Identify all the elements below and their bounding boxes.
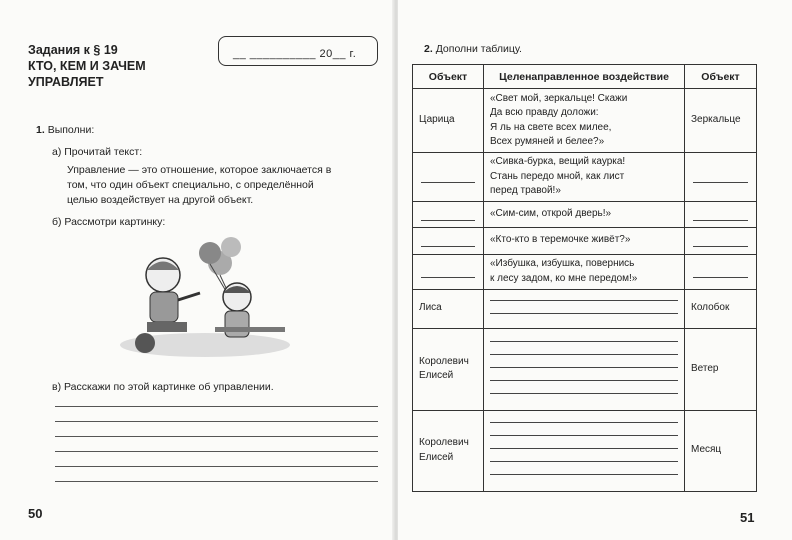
subtask-c: в) Расскажи по этой картинке об управлении. xyxy=(52,381,274,393)
cell-object-blank[interactable] xyxy=(685,227,757,254)
cell-subject-blank[interactable] xyxy=(413,153,484,202)
text-line: к лесу задом, ко мне передом!» xyxy=(490,272,638,284)
cell-action xyxy=(484,153,685,202)
task-number: 2. xyxy=(424,43,433,55)
cell-action xyxy=(484,89,685,153)
answer-line[interactable] xyxy=(55,466,378,467)
cell-action: «Сим-сим, открой дверь!» xyxy=(484,201,685,227)
text-line: перед травой!» xyxy=(490,185,561,196)
answer-line[interactable] xyxy=(55,481,378,482)
task1-heading xyxy=(36,123,94,138)
cell-subject-blank[interactable] xyxy=(413,201,484,227)
cell-subject: Королевич Елисей xyxy=(413,410,484,491)
subtask-b: б) Рассмотри картинку: xyxy=(52,216,166,228)
table-row xyxy=(413,227,757,254)
date-field[interactable]: __ __________ 20__ г. xyxy=(218,36,378,66)
answer-line[interactable] xyxy=(55,421,378,422)
header-action: Целенаправленное воздействие xyxy=(484,65,685,89)
cell-subject: Царица xyxy=(413,89,484,153)
table-row xyxy=(413,410,757,491)
heading-line: УПРАВЛЯЕТ xyxy=(28,75,104,89)
table-header-row xyxy=(413,65,757,89)
cell-subject-blank[interactable] xyxy=(413,227,484,254)
table-row xyxy=(413,89,757,153)
task-number: 1. xyxy=(36,124,45,136)
header-object: Объект xyxy=(685,65,757,89)
cell-object: Колобок xyxy=(685,289,757,328)
table-row xyxy=(413,328,757,410)
section-heading xyxy=(28,42,146,90)
answer-line[interactable] xyxy=(55,406,378,407)
left-page xyxy=(0,0,394,540)
cell-object: Месяц xyxy=(685,410,757,491)
cell-object-blank[interactable] xyxy=(685,153,757,202)
task-label: Выполни: xyxy=(47,124,95,136)
answer-line[interactable] xyxy=(55,451,378,452)
fill-in-table xyxy=(412,64,757,492)
table-row xyxy=(413,153,757,202)
page-number: 51 xyxy=(740,510,755,525)
text-line: Управление — это отношение, которое заключается в xyxy=(67,164,332,176)
cell-object: Ветер xyxy=(685,328,757,410)
cell-subject: Лиса xyxy=(413,289,484,328)
cell-action-blank[interactable] xyxy=(484,410,685,491)
definition-text xyxy=(67,163,385,208)
text-line: целью воздействует на другой объект. xyxy=(67,194,254,206)
right-page xyxy=(398,0,792,540)
text-line: «Свет мой, зеркальце! Скажи xyxy=(490,92,628,104)
page-number: 50 xyxy=(28,506,43,521)
cell-object: Зеркальце xyxy=(685,89,757,153)
table-row xyxy=(413,254,757,289)
cell-object-blank[interactable] xyxy=(685,201,757,227)
text-line: Я ль на свете всех милее, xyxy=(490,121,612,133)
heading-line: Задания к § 19 xyxy=(28,43,118,57)
cell-action-blank[interactable] xyxy=(484,328,685,410)
cell-action: «Кто-кто в теремочке живёт?» xyxy=(484,227,685,254)
text-line: «Избушка, избушка, повернись xyxy=(490,258,635,269)
text-line: «Сивка-бурка, вещий каурка! xyxy=(490,156,626,167)
cell-subject: Королевич Елисей xyxy=(413,328,484,410)
text-line: Всех румяней и белее?» xyxy=(490,136,605,147)
children-illustration xyxy=(115,235,295,360)
text-line: Стань передо мной, как лист xyxy=(490,170,625,182)
cell-subject-blank[interactable] xyxy=(413,254,484,289)
task2-heading xyxy=(424,42,522,57)
table-row xyxy=(413,201,757,227)
cell-action-blank[interactable] xyxy=(484,289,685,328)
heading-line: КТО, КЕМ И ЗАЧЕМ xyxy=(28,59,146,73)
text-line: Да всю правду доложи: xyxy=(490,107,599,118)
header-object: Объект xyxy=(413,65,484,89)
text-line: том, что один объект специально, с определённой xyxy=(67,179,314,191)
cell-object-blank[interactable] xyxy=(685,254,757,289)
task-label: Дополни таблицу. xyxy=(435,43,522,55)
cell-action xyxy=(484,254,685,289)
table-row xyxy=(413,289,757,328)
subtask-a: а) Прочитай текст: xyxy=(52,146,143,158)
answer-line[interactable] xyxy=(55,436,378,437)
